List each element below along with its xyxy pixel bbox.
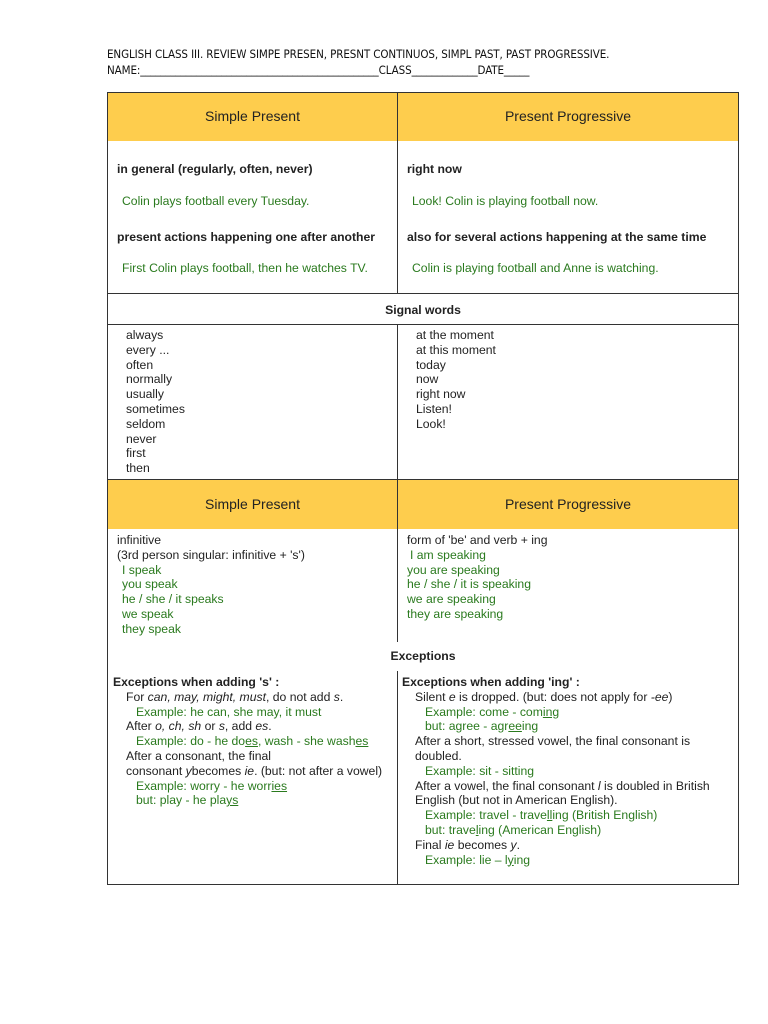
rule-line: After a consonant, the final bbox=[126, 748, 271, 763]
present-progressive-heading: Present Progressive bbox=[504, 108, 632, 124]
example-line: Example: he can, she may, it must bbox=[136, 704, 322, 719]
list-item: Look! bbox=[416, 416, 446, 431]
list-item: seldom bbox=[126, 416, 166, 431]
exceptions-heading: Exceptions bbox=[390, 649, 456, 663]
example-line: Example: travel - travelling (British English) bbox=[425, 808, 658, 823]
list-item: then bbox=[126, 461, 150, 476]
signal-words-present-progressive bbox=[416, 328, 496, 432]
worksheet-title: ENGLISH CLASS III. REVIEW SIMPE PRESEN, PRESNT CONTINUOS, SIMPL PAST, PAST PROGRESSIVE. bbox=[107, 47, 610, 61]
rule-line: After a vowel, the final consonant l is doubled in British bbox=[415, 778, 710, 793]
simple-present-form bbox=[117, 533, 305, 637]
divider bbox=[108, 293, 738, 294]
rule-line: consonant ybecomes ie. (but: not after a vowel) bbox=[126, 763, 383, 778]
simple-present-use-2: present actions happening one after another bbox=[117, 230, 376, 244]
name-class-date-line: NAME:_______________________________________________CLASS_____________DATE_____ bbox=[107, 63, 530, 77]
example-line: he / she / it is speaking bbox=[407, 577, 531, 592]
rule-line: For can, may, might, must, do not add s. bbox=[126, 689, 344, 704]
example-line: Example: worry - he worries bbox=[136, 778, 288, 793]
list-item: often bbox=[126, 357, 154, 372]
present-progressive-form bbox=[407, 533, 548, 622]
list-item: every ... bbox=[126, 342, 170, 357]
list-item: usually bbox=[126, 387, 164, 402]
simple-present-heading: Simple Present bbox=[205, 108, 300, 124]
exceptions-present-progressive bbox=[402, 675, 710, 867]
list-item: right now bbox=[416, 387, 466, 402]
present-progressive-use-1: right now bbox=[407, 162, 462, 176]
exceptions-simple-present bbox=[113, 675, 382, 808]
rule-line: After o, ch, sh or s, add es. bbox=[126, 719, 272, 734]
example-line: Example: sit - sitting bbox=[425, 763, 535, 778]
list-item: today bbox=[416, 357, 446, 372]
rule-line: Silent e is dropped. (but: does not apply for -ee) bbox=[415, 689, 673, 704]
simple-present-example-2: First Colin plays football, then he watches TV. bbox=[122, 261, 368, 275]
simple-present-example-1: Colin plays football every Tuesday. bbox=[122, 194, 310, 208]
signal-words-simple-present bbox=[126, 328, 185, 476]
example-line: they speak bbox=[122, 621, 181, 636]
list-item: at this moment bbox=[416, 342, 496, 357]
exceptions-s-title: Exceptions when adding 's' : bbox=[113, 675, 280, 689]
simple-present-heading-2: Simple Present bbox=[205, 496, 300, 512]
rule-line: After a short, stressed vowel, the final consonant is bbox=[415, 734, 691, 749]
form-line: infinitive bbox=[117, 533, 162, 547]
example-line: we are speaking bbox=[407, 592, 496, 607]
present-progressive-use-2: also for several actions happening at the same time bbox=[407, 230, 707, 244]
form-line: form of 'be' and verb + ing bbox=[407, 533, 548, 547]
example-line: you are speaking bbox=[407, 562, 500, 577]
list-item: first bbox=[126, 446, 146, 461]
rule-line: Final ie becomes y. bbox=[415, 837, 521, 852]
example-line: Example: come - coming bbox=[425, 704, 560, 719]
list-item: now bbox=[416, 372, 439, 387]
rule-line: doubled. bbox=[415, 748, 462, 763]
divider bbox=[108, 479, 738, 480]
present-progressive-example-1: Look! Colin is playing football now. bbox=[412, 194, 599, 208]
exceptions-ing-title: Exceptions when adding 'ing' : bbox=[402, 675, 580, 689]
form-line: (3rd person singular: infinitive + 's') bbox=[117, 547, 305, 562]
simple-present-use-1: in general (regularly, often, never) bbox=[117, 162, 313, 176]
signal-words-heading: Signal words bbox=[385, 303, 461, 317]
example-line: I speak bbox=[122, 562, 162, 577]
list-item: Listen! bbox=[416, 401, 452, 416]
example-line: they are speaking bbox=[407, 606, 504, 621]
example-line: we speak bbox=[122, 606, 174, 621]
list-item: sometimes bbox=[126, 401, 185, 416]
divider bbox=[108, 324, 738, 325]
list-item: normally bbox=[126, 372, 173, 387]
example-line: but: agree - agreeing bbox=[425, 719, 539, 734]
example-line: but: traveling (American English) bbox=[425, 822, 602, 837]
present-progressive-heading-2: Present Progressive bbox=[504, 496, 632, 512]
example-line: you speak bbox=[122, 577, 178, 592]
list-item: always bbox=[126, 328, 164, 342]
column-divider bbox=[397, 671, 398, 885]
example-line: I am speaking bbox=[410, 547, 486, 562]
example-line: Example: lie – lying bbox=[425, 852, 530, 867]
list-item: at the moment bbox=[416, 328, 494, 342]
column-divider bbox=[397, 325, 398, 480]
example-line: Example: do - he does, wash - she washes bbox=[136, 734, 369, 749]
example-line: he / she / it speaks bbox=[122, 592, 224, 607]
example-line: but: play - he plays bbox=[136, 793, 239, 808]
present-progressive-example-2: Colin is playing football and Anne is watching. bbox=[412, 261, 659, 275]
list-item: never bbox=[126, 431, 157, 446]
rule-line: English (but not in American English). bbox=[415, 793, 618, 808]
grammar-table bbox=[107, 92, 739, 885]
